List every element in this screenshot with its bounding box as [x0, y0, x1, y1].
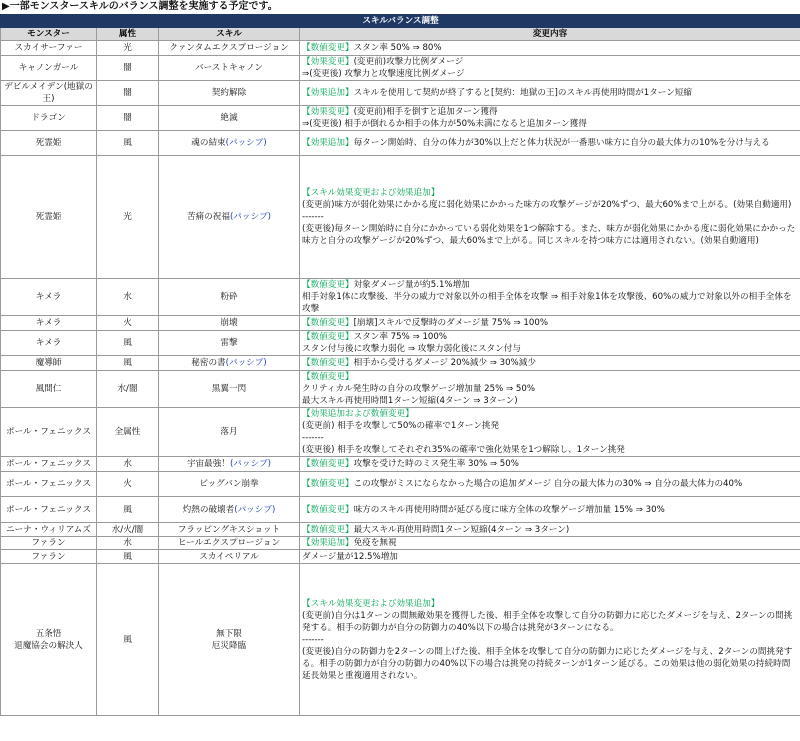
table-row — [1, 523, 800, 537]
cell-line: 死霊姫 — [35, 138, 62, 148]
monster-cell — [1, 371, 97, 408]
cell-line: デビルメイデン(地獄の王) — [4, 82, 93, 104]
change-text: この攻撃がミスにならなかった場合の追加ダメージ 自分の最大体力の30% ⇒ 自分の最大体力の40% — [353, 479, 743, 489]
monster-cell — [1, 497, 97, 523]
cell-line: 五条悟 — [35, 628, 62, 639]
change-line — [302, 408, 798, 420]
change-line — [302, 187, 798, 199]
change-text: (変更後)自分の防御力を2ターンの間上げた後、相手全体を攻撃して自分の防御力に応じたダメージを与え、2ターンの間挑発する。相手の防御力が自分の防御力の40%以下の場合は挑発の持続ターンが1ターン延びる。この効果は他の弱化効果の持続時間延長効果と重複適用されない。 — [302, 646, 793, 681]
attribute-cell: 風 — [97, 356, 159, 371]
attribute-cell: 光 — [97, 156, 159, 279]
change-tag: 【数値変更】 — [302, 372, 354, 382]
change-text: スタン率 50% ⇒ 80% — [353, 43, 442, 53]
change-line — [302, 137, 798, 149]
change-line — [302, 106, 798, 118]
skill-name: ヒールエクスプロージョン — [177, 538, 281, 548]
change-text: (変更前)攻撃力比例ダメージ — [353, 57, 464, 67]
change-text: 相手対象1体に攻撃後、半分の威力で対象以外の相手全体を攻撃 ⇒ 相手対象1体を攻撃後、60%の威力で対象以外の相手全体を攻撃 — [302, 292, 792, 314]
table-row — [1, 497, 800, 523]
change-tag: 【数値変更】 — [302, 459, 354, 469]
cell-line: 魔導師 — [35, 358, 62, 368]
skill-name: フラッピングキスショット — [177, 524, 281, 535]
monster-cell — [1, 356, 97, 371]
change-line — [302, 432, 798, 444]
monster-cell — [1, 550, 97, 564]
cell-line: スカイサーファー — [14, 43, 83, 53]
table-row — [1, 131, 800, 156]
skill-cell — [159, 564, 300, 716]
changes-cell — [300, 131, 800, 156]
attribute-cell: 水/闇 — [97, 371, 159, 408]
change-text: ⇒(変更後) 攻撃力と攻撃速度比例ダメージ — [302, 69, 465, 79]
table-row — [1, 331, 800, 356]
skill-name: 宇宙最強！ — [186, 459, 230, 469]
cell-line: キメラ — [35, 318, 62, 328]
changes-cell — [300, 356, 800, 371]
header-skill: スキル — [159, 28, 300, 41]
changes-cell — [300, 279, 800, 316]
skill-name: 落月 — [220, 427, 238, 437]
change-text: ⇒(変更後) 相手が倒れるか相手の体力が50%未満になると追加ターン獲得 — [302, 119, 587, 129]
skill-cell — [159, 371, 300, 408]
change-text: 味方のスキル再使用時間が延びる度に味方全体の攻撃ゲージ増加量 15% ⇒ 30% — [353, 504, 665, 515]
skill-name — [161, 628, 297, 652]
skill-cell — [159, 537, 300, 550]
passive-label: (パッシブ) — [225, 358, 267, 368]
skill-name: 崩壊 — [220, 318, 238, 328]
change-tag: 【効果追加】 — [302, 538, 354, 548]
skill-name: 絶滅 — [220, 113, 238, 123]
monster-cell — [1, 316, 97, 331]
skill-name: バーストキャノン — [195, 63, 263, 73]
skill-cell — [159, 316, 300, 331]
table-row — [1, 316, 800, 331]
monster-cell — [1, 331, 97, 356]
attribute-cell: 闇 — [97, 81, 159, 106]
change-line — [302, 383, 798, 395]
changes-cell — [300, 550, 800, 564]
monster-cell — [1, 106, 97, 131]
cell-line: 死霊姫 — [35, 212, 62, 222]
notice-text: ▶一部モンスタースキルのバランス調整を実施する予定です。 — [2, 1, 278, 12]
table-row — [1, 457, 800, 472]
change-line — [302, 646, 798, 682]
table-row — [1, 564, 800, 716]
table-row — [1, 371, 800, 408]
change-text: ダメージ量が12.5%増加 — [302, 551, 398, 562]
change-line — [302, 371, 798, 383]
change-text: [崩壊]スキルで反撃時のダメージ量 75% ⇒ 100% — [353, 318, 548, 328]
change-tag: 【効果追加】 — [302, 138, 354, 148]
change-text: (変更前)自分は1ターンの間無敵効果を獲得した後、相手全体を攻撃して自分の防御力に応じたダメージを与え、2ターンの間挑発する。相手の防御力が自分の防御力の40%以下の場合は挑発が3ターンになる。 — [302, 610, 793, 633]
change-tag: 【効果変更】 — [302, 107, 354, 117]
change-tag: 【数値変更】 — [302, 524, 354, 535]
change-line — [302, 634, 798, 646]
skill-cell — [159, 81, 300, 106]
changes-cell — [300, 316, 800, 331]
cell-line: ファラン — [31, 538, 66, 548]
attribute-cell: 風 — [97, 131, 159, 156]
attribute-cell: 風 — [97, 550, 159, 564]
change-tag: 【スキル効果変更および効果追加】 — [302, 188, 440, 198]
change-line — [302, 331, 798, 343]
change-line — [302, 444, 798, 456]
skill-name: 苦痛の祝福 — [186, 212, 230, 222]
change-text: 毎ターン開始時、自分の体力が30%以上だと体力状況が一番悪い味方に自分の最大体力の10%を分け与える — [353, 138, 770, 148]
skill-name: 黒翼一閃 — [211, 384, 247, 394]
skill-cell — [159, 523, 300, 537]
cell-line: ニーナ・ウィリアムズ — [6, 524, 91, 535]
header-monster: モンスター — [1, 28, 97, 41]
table-row — [1, 56, 800, 81]
cell-line: 退魔協会の解決人 — [14, 640, 83, 651]
changes-cell — [300, 41, 800, 56]
change-text: 相手から受けるダメージ 20%減少 ⇒ 30%減少 — [353, 358, 536, 368]
cell-line: 厄災降臨 — [211, 640, 247, 651]
attribute-cell: 水 — [97, 537, 159, 550]
change-line — [302, 199, 798, 211]
skill-name: ビッグバン崩拳 — [199, 479, 259, 489]
monster-cell — [1, 56, 97, 81]
skill-name: 雷撃 — [220, 338, 238, 348]
cell-line: ポール・フェニックス — [6, 504, 91, 515]
cell-line: キメラ — [35, 292, 62, 302]
passive-label: (パッシブ) — [229, 212, 272, 222]
change-line — [302, 524, 798, 536]
skill-name: 粉砕 — [220, 292, 238, 302]
attribute-cell: 火 — [97, 316, 159, 331]
skill-name: スカイペリアル — [199, 551, 259, 562]
monster-cell — [1, 41, 97, 56]
skill-cell — [159, 56, 300, 81]
monster-cell — [1, 537, 97, 550]
change-text: 攻撃を受けた時のミス発生率 30% ⇒ 50% — [353, 459, 519, 469]
changes-cell — [300, 56, 800, 81]
attribute-cell: 水/火/闇 — [97, 523, 159, 537]
changes-cell — [300, 472, 800, 497]
change-tag: 【効果追加】 — [302, 88, 354, 98]
skill-cell — [159, 497, 300, 523]
monster-cell — [1, 457, 97, 472]
change-line — [302, 395, 798, 407]
cell-line: ポール・フェニックス — [6, 459, 91, 469]
attribute-cell: 闇 — [97, 56, 159, 81]
skill-cell — [159, 356, 300, 371]
table-row — [1, 408, 800, 457]
skill-cell — [159, 279, 300, 316]
attribute-cell: 光 — [97, 41, 159, 56]
changes-cell — [300, 371, 800, 408]
change-text: スタン付与後に攻撃力弱化 ⇒ 攻撃力弱化後にスタン付与 — [302, 344, 521, 354]
attribute-cell: 風 — [97, 564, 159, 716]
change-text: (変更後)毎ターン開始時に自分にかかっている弱化効果を1つ解除する。また、味方が弱化効果にかかる度に弱化効果にかかった味方と自分の攻撃ゲージが20%ずつ、最大60%まで上がる。同じスキルを持つ味方には適用されない。(効果自動適用) — [302, 224, 796, 246]
changes-cell — [300, 331, 800, 356]
header-attribute: 属性 — [97, 28, 159, 41]
change-text: ------- — [302, 212, 324, 222]
skill-cell — [159, 472, 300, 497]
changes-cell — [300, 537, 800, 550]
change-line — [302, 42, 798, 54]
monster-cell — [1, 156, 97, 279]
change-tag: 【数値変更】 — [302, 332, 354, 342]
change-tag: 【効果変更】 — [302, 57, 354, 67]
skill-cell — [159, 331, 300, 356]
change-line — [302, 458, 798, 470]
change-text: (変更前) 相手を攻撃して50%の確率で1ターン挑発 — [302, 421, 500, 431]
change-line — [302, 551, 798, 563]
change-line — [302, 504, 798, 516]
monster-cell — [1, 523, 97, 537]
changes-cell — [300, 523, 800, 537]
change-line — [302, 343, 798, 355]
skill-cell — [159, 131, 300, 156]
changes-cell — [300, 408, 800, 457]
change-line — [302, 56, 798, 68]
passive-label: (パッシブ) — [229, 459, 272, 469]
change-line — [302, 211, 798, 223]
change-line — [302, 420, 798, 432]
change-tag: 【数値変更】 — [302, 280, 354, 290]
table-row — [1, 41, 800, 56]
monster-cell — [1, 279, 97, 316]
change-text: クリティカル発生時の自分の攻撃ゲージ増加量 25% ⇒ 50% — [302, 384, 536, 394]
attribute-cell: 闇 — [97, 106, 159, 131]
cell-line: ドラゴン — [31, 113, 66, 123]
cell-line: ポール・フェニックス — [6, 427, 91, 437]
skill-cell — [159, 41, 300, 56]
change-text: 最大スキル再使用時間1ターン短縮(4ターン ⇒ 3ターン) — [353, 524, 570, 535]
changes-cell — [300, 497, 800, 523]
change-line — [302, 610, 798, 634]
table-row — [1, 279, 800, 316]
skill-balance-table — [0, 14, 800, 716]
change-tag: 【効果追加および数値変更】 — [302, 409, 414, 419]
attribute-cell: 火 — [97, 472, 159, 497]
change-line — [302, 68, 798, 80]
skill-name: 秘密の書 — [191, 358, 226, 368]
table-row — [1, 550, 800, 564]
cell-line: ポール・フェニックス — [6, 479, 91, 489]
change-line — [302, 223, 798, 247]
skill-name: 契約解除 — [211, 88, 247, 98]
monster-cell — [1, 81, 97, 106]
changes-cell — [300, 81, 800, 106]
change-line — [302, 478, 798, 490]
skill-cell — [159, 156, 300, 279]
change-line — [302, 118, 798, 130]
change-line — [302, 537, 798, 549]
change-text: スタン率 75% ⇒ 100% — [353, 332, 448, 342]
change-line — [302, 357, 798, 369]
table-row — [1, 156, 800, 279]
change-text: ------- — [302, 433, 324, 443]
attribute-cell: 水 — [97, 457, 159, 472]
table-title: スキルバランス調整 — [1, 15, 800, 28]
change-text: ------- — [302, 634, 324, 645]
change-line — [302, 317, 798, 329]
change-line — [302, 598, 798, 610]
attribute-cell: 風 — [97, 497, 159, 523]
monster-cell — [1, 131, 97, 156]
cell-line: キメラ — [35, 338, 62, 348]
change-text: 最大スキル再使用時間1ターン短縮(4ターン ⇒ 3ターン) — [302, 396, 518, 406]
monster-cell — [1, 472, 97, 497]
change-line — [302, 291, 798, 315]
change-text: (変更後) 相手を攻撃してそれぞれ35%の確率で強化効果を1つ解除し、1ターン挑発 — [302, 445, 625, 455]
table-row — [1, 106, 800, 131]
changes-cell — [300, 106, 800, 131]
header-changes: 変更内容 — [300, 28, 800, 41]
change-tag: 【数値変更】 — [302, 318, 354, 328]
change-text: (変更前)味方が弱化効果にかかる度に弱化効果にかかった味方の攻撃ゲージが20%ずつ、最大60%まで上がる。(効果自動適用) — [302, 200, 792, 210]
change-text: 対象ダメージ量が約5.1%増加 — [353, 280, 470, 290]
table-row — [1, 356, 800, 371]
skill-name: クァンタムエクスプロージョン — [169, 43, 289, 53]
monster-cell — [1, 408, 97, 457]
attribute-cell: 全属性 — [97, 408, 159, 457]
skill-cell — [159, 550, 300, 564]
attribute-cell: 風 — [97, 331, 159, 356]
skill-cell — [159, 106, 300, 131]
passive-label: (パッシブ) — [225, 138, 267, 148]
cell-line: 風間仁 — [35, 384, 62, 394]
table-row — [1, 81, 800, 106]
change-text: 免疫を無視 — [353, 538, 397, 548]
monster-cell — [1, 564, 97, 716]
skill-name: 魂の結束 — [191, 138, 226, 148]
change-tag: 【数値変更】 — [302, 358, 354, 368]
cell-line: 無下限 — [216, 628, 242, 639]
attribute-cell: 水 — [97, 279, 159, 316]
changes-cell — [300, 457, 800, 472]
cell-line: キャノンガール — [18, 63, 79, 73]
table-row — [1, 472, 800, 497]
change-line — [302, 279, 798, 291]
skill-cell — [159, 408, 300, 457]
skill-cell — [159, 457, 300, 472]
change-tag: 【数値変更】 — [302, 479, 354, 489]
cell-line: ファラン — [31, 551, 66, 562]
passive-label: (パッシブ) — [234, 504, 276, 515]
change-line — [302, 87, 798, 99]
changes-cell — [300, 564, 800, 716]
change-tag: 【スキル効果変更および効果追加】 — [302, 598, 440, 609]
change-text: スキルを使用して契約が終了すると[契約：地獄の王]のスキル再使用時間が1ターン短縮 — [353, 88, 692, 98]
changes-cell — [300, 156, 800, 279]
change-tag: 【数値変更】 — [302, 504, 354, 515]
skill-name: 灼熱の破壊者 — [182, 504, 235, 515]
table-row — [1, 537, 800, 550]
change-tag: 【数値変更】 — [302, 43, 354, 53]
change-text: (変更前)相手を倒すと追加ターン獲得 — [353, 107, 498, 117]
